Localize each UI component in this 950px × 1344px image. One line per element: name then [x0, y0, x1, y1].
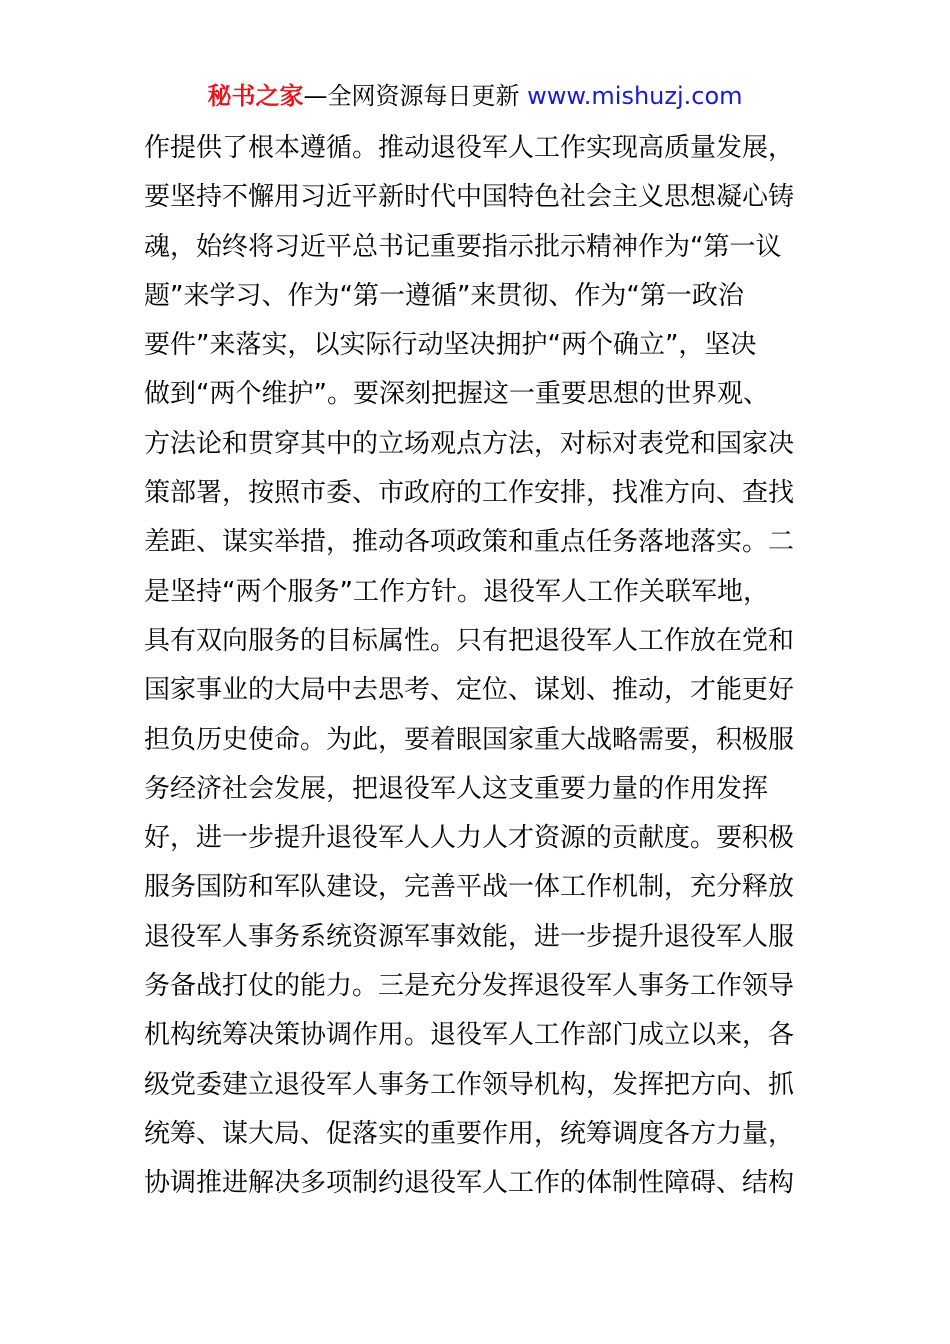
site-url-link[interactable]: www.mishuzj.com — [527, 82, 743, 110]
text-line: 方法论和贯穿其中的立场观点方法，对标对表党和国家决 — [144, 428, 795, 459]
text-line: 题”来学习、作为“第一遵循”来贯彻、作为“第一政治 — [144, 280, 744, 311]
text-line: 服务国防和军队建设，完善平战一体工作机制，充分释放 — [144, 872, 795, 903]
document-body — [144, 124, 814, 1209]
text-line: 策部署，按照市委、市政府的工作安排，找准方向、查找 — [144, 478, 795, 509]
text-line: 协调推进解决多项制约退役军人工作的体制性障碍、结构 — [144, 1168, 795, 1199]
text-line: 要件”来落实，以实际行动坚决拥护“两个确立”，坚决 — [144, 330, 757, 361]
text-line: 具有双向服务的目标属性。只有把退役军人工作放在党和 — [144, 625, 795, 656]
text-line: 作提供了根本遵循。推动退役军人工作实现高质量发展， — [144, 133, 795, 163]
text-line: 要坚持不懈用习近平新时代中国特色社会主义思想凝心铸 — [144, 182, 795, 213]
text-line: 级党委建立退役军人事务工作领导机构，发挥把方向、抓 — [144, 1069, 795, 1100]
site-tagline: —全网资源每日更新 — [303, 82, 528, 110]
text-line: 是坚持“两个服务”工作方针。退役军人工作关联军地， — [144, 576, 769, 607]
text-line: 机构统筹决策协调作用。退役军人工作部门成立以来，各 — [144, 1020, 795, 1051]
site-brand: 秘书之家 — [207, 82, 304, 110]
text-line: 担负历史使命。为此，要着眼国家重大战略需要，积极服 — [144, 724, 795, 755]
text-line: 务备战打仗的能力。三是充分发挥退役军人事务工作领导 — [144, 971, 795, 1002]
text-line: 国家事业的大局中去思考、定位、谋划、推动，才能更好 — [144, 675, 795, 706]
text-line: 务经济社会发展，把退役军人这支重要力量的作用发挥 — [144, 773, 769, 804]
text-line: 魂，始终将习近平总书记重要指示批示精神作为“第一议 — [144, 231, 782, 262]
text-line: 统筹、谋大局、促落实的重要作用，统筹调度各方力量， — [144, 1118, 795, 1149]
text-line: 好，进一步提升退役军人人力人才资源的贡献度。要积极 — [144, 823, 795, 854]
text-line: 做到“两个维护”。要深刻把握这一重要思想的世界观、 — [144, 379, 769, 410]
text-line: 退役军人事务系统资源军事效能，进一步提升退役军人服 — [144, 921, 795, 952]
text-line: 差距、谋实举措，推动各项政策和重点任务落地落实。二 — [144, 527, 795, 558]
site-header — [0, 78, 950, 114]
